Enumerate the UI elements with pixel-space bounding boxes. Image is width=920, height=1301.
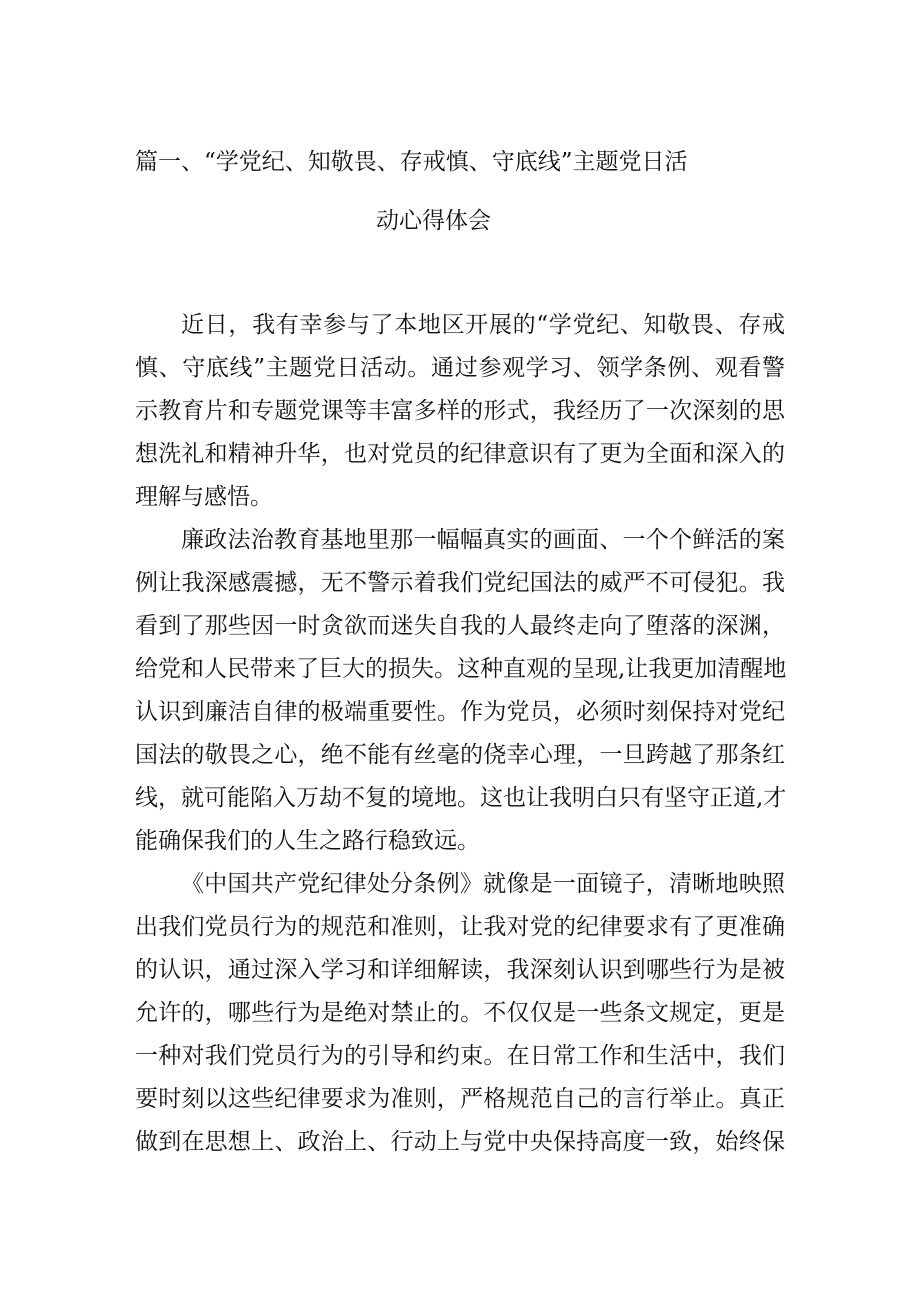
paragraph-line: 要时刻以这些纪律要求为准则，严格规范自己的言行举止。真正	[135, 1086, 785, 1112]
paragraph-line: 线，就可能陷入万劫不复的境地。这也让我明白只有坚守正道,才	[135, 785, 787, 811]
paragraph-line: 的认识，通过深入学习和详细解读，我深刻认识到哪些行为是被	[135, 957, 785, 983]
paragraph-line: 看到了那些因一时贪欲而迷失自我的人最终走向了堕落的深渊，	[135, 613, 785, 639]
paragraph-line: 做到在思想上、政治上、行动上与党中央保持高度一致，始终保	[135, 1129, 785, 1155]
paragraph-line: 国法的敬畏之心，绝不能有丝毫的侥幸心理，一旦跨越了那条红	[135, 742, 785, 768]
paragraph-line: 《中国共产党纪律处分条例》就像是一面镜子，清晰地映照	[181, 871, 785, 897]
paragraph-line: 允许的，哪些行为是绝对禁止的。不仅仅是一些条文规定，更是	[135, 1000, 785, 1026]
title-line-1: 篇一、“学党纪、知敬畏、存戒慎、守底线”主题党日活	[135, 149, 688, 175]
paragraph-line: 一种对我们党员行为的引导和约束。在日常工作和生活中，我们	[135, 1043, 785, 1069]
paragraph-line: 能确保我们的人生之路行稳致远。	[135, 828, 480, 854]
paragraph-1	[135, 304, 785, 519]
paragraph-line: 示教育片和专题党课等丰富多样的形式，我经历了一次深刻的思	[135, 398, 785, 424]
paragraph-line: 认识到廉洁自律的极端重要性。作为党员，必须时刻保持对党纪	[135, 699, 785, 725]
paragraph-line: 近日，我有幸参与了本地区开展的“学党纪、知敬畏、存戒	[181, 312, 785, 338]
paragraph-line: 想洗礼和精神升华，也对党员的纪律意识有了更为全面和深入的	[135, 441, 785, 467]
paragraph-2	[135, 519, 785, 863]
paragraph-line: 慎、守底线”主题党日活动。通过参观学习、领学条例、观看警	[135, 355, 785, 381]
paragraph-line: 理解与感悟。	[135, 484, 273, 510]
paragraph-line: 出我们党员行为的规范和准则，让我对党的纪律要求有了更准确	[135, 914, 785, 940]
title-line-2: 动心得体会	[376, 208, 491, 234]
paragraph-line: 廉政法治教育基地里那一幅幅真实的画面、一个个鲜活的案	[181, 527, 785, 553]
document-title	[135, 141, 785, 243]
document-body	[135, 304, 785, 1164]
paragraph-3	[135, 863, 785, 1164]
paragraph-line: 例让我深感震撼，无不警示着我们党纪国法的威严不可侵犯。我	[135, 570, 785, 596]
paragraph-line: 给党和人民带来了巨大的损失。这种直观的呈现,让我更加清醒地	[135, 656, 787, 682]
